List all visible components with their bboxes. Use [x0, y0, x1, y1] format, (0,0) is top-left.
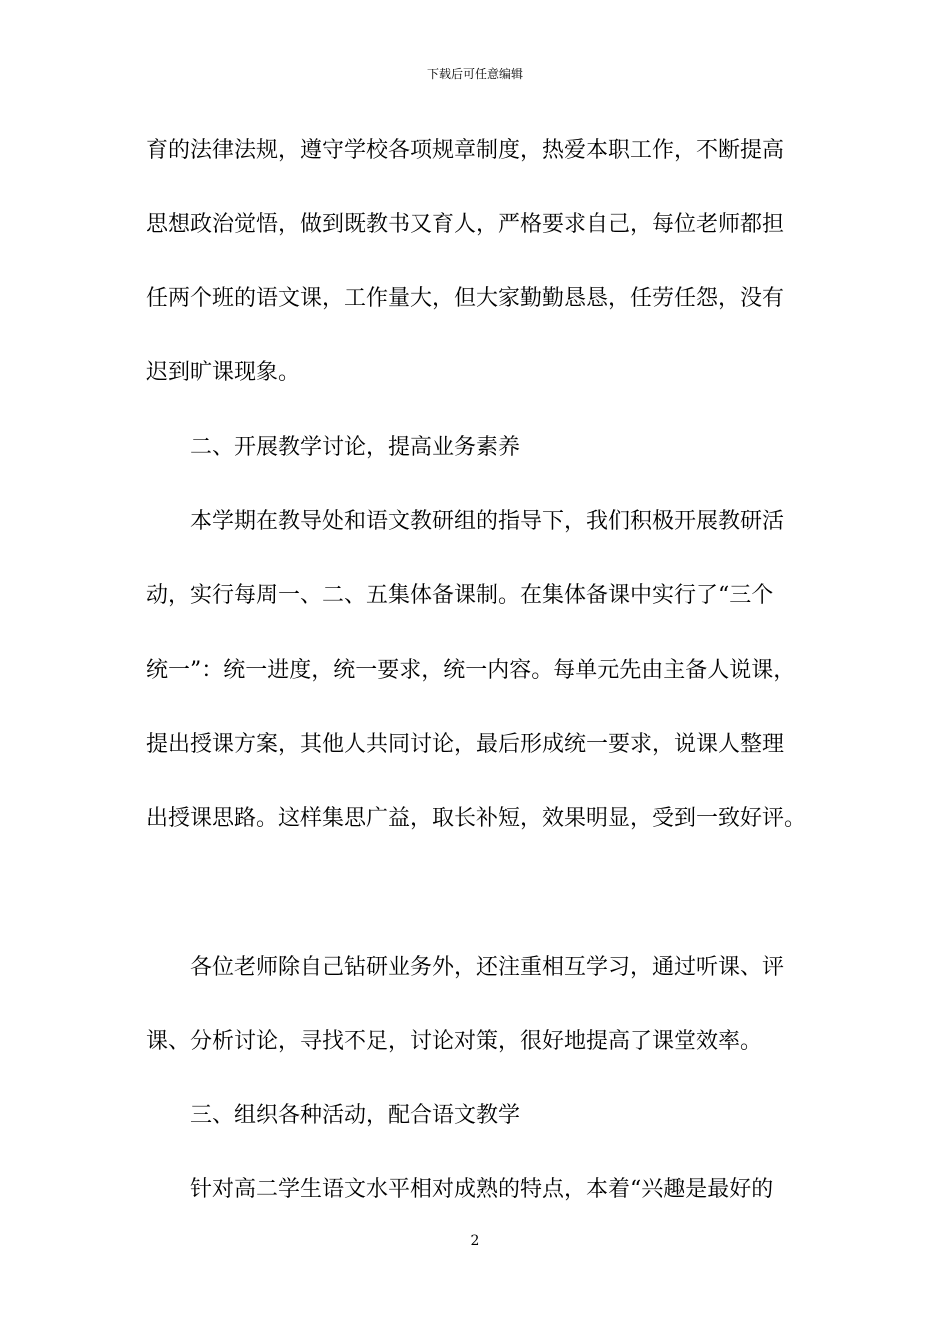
body-line-1: 育的法律法规，遵守学校各项规章制度，热爱本职工作，不断提高: [146, 138, 785, 163]
body-line-4: 迟到旷课现象。: [146, 360, 301, 385]
body-line-7: 动，实行每周一、二、五集体备课制。在集体备课中实行了“三个: [146, 583, 774, 608]
page-header: 下载后可任意编辑: [426, 67, 523, 81]
body-line-11: 各位老师除自己钻研业务外，还注重相互学习，通过听课、评: [190, 955, 785, 980]
page-number: 2: [470, 1233, 480, 1249]
body-line-6: 本学期在教导处和语文教研组的指导下，我们积极开展教研活: [190, 509, 785, 534]
body-line-12: 课、分析讨论，寻找不足，讨论对策，很好地提高了课堂效率。: [146, 1029, 763, 1054]
body-line-8: 统一”：统一进度，统一要求，统一内容。每单元先由主备人说课，: [146, 658, 796, 683]
section-heading-2: 二、开展教学讨论，提高业务素养: [190, 435, 521, 460]
section-heading-3: 三、组织各种活动，配合语文教学: [190, 1103, 521, 1128]
body-line-2: 思想政治觉悟，做到既教书又育人，严格要求自己，每位老师都担: [146, 212, 785, 237]
body-line-10: 出授课思路。这样集思广益，取长补短，效果明显，受到一致好评。: [146, 806, 807, 831]
body-line-9: 提出授课方案，其他人共同讨论，最后形成统一要求，说课人整理: [146, 732, 785, 757]
body-line-3: 任两个班的语文课，工作量大，但大家勤勤恳恳，任劳任怨，没有: [146, 286, 785, 311]
body-line-14: 针对高二学生语文水平相对成熟的特点，本着“兴趣是最好的: [190, 1177, 774, 1202]
